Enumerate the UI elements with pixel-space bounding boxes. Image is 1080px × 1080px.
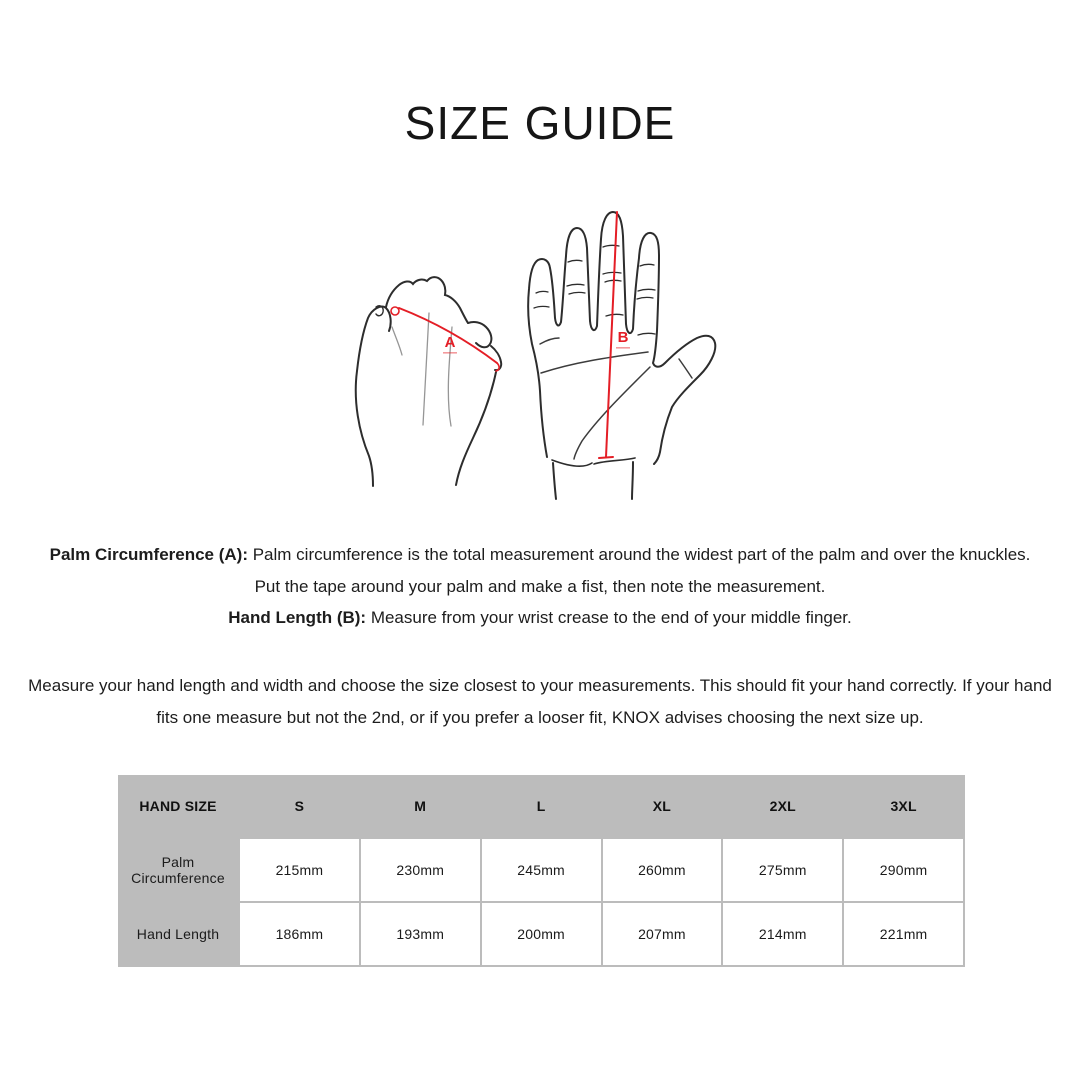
hand-measurement-diagram — [340, 195, 740, 505]
sizing-advice-line-2: fits one measure but not the 2nd, or if you prefer a looser fit, KNOX advises choosing the next size up. — [156, 707, 924, 727]
palm-forearm-left — [553, 463, 556, 499]
header-size-m: M — [361, 775, 480, 837]
measurement-b-tick — [599, 457, 613, 458]
measurement-b-underline — [616, 347, 630, 349]
palm-circumference-m: 230mm — [361, 839, 480, 901]
hand-length-term: Hand Length (B): — [228, 608, 367, 627]
row-label-hand-length: Hand Length — [118, 903, 238, 965]
palm-circumference-xl: 260mm — [603, 839, 722, 901]
palm-crease-lines — [540, 338, 692, 459]
fist-fingertip-1 — [468, 322, 491, 347]
fist-outline — [356, 307, 391, 486]
fist-knuckles — [386, 277, 468, 323]
palm-circumference-text: Palm circumference is the total measurement around the widest part of the palm and over the knuckles. — [248, 545, 1031, 564]
hand-length-definition — [0, 602, 1080, 634]
hand-length-l: 200mm — [482, 903, 601, 965]
sizing-advice — [0, 670, 1080, 733]
palm-circumference-tip: Put the tape around your palm and make a fist, then note the measurement. — [254, 576, 826, 596]
fist-right-edge — [456, 372, 496, 485]
header-hand-size: HAND SIZE — [118, 775, 238, 837]
fist-illustration — [356, 277, 501, 486]
hand-length-s: 186mm — [240, 903, 359, 965]
header-size-2xl: 2XL — [723, 775, 842, 837]
palm-illustration — [528, 212, 715, 499]
size-table — [118, 775, 965, 967]
palm-circumference-2xl: 275mm — [723, 839, 842, 901]
measurement-a-underline — [443, 352, 457, 354]
measurement-a — [391, 307, 499, 371]
hand-length-3xl: 221mm — [844, 903, 963, 965]
palm-forearm-right — [632, 462, 633, 499]
header-size-s: S — [240, 775, 359, 837]
sizing-advice-line-1: Measure your hand length and width and choose the size closest to your measurements. This should fit your hand correctly. If your hand — [28, 676, 1052, 695]
row-label-palm-circumference: Palm Circumference — [118, 839, 238, 901]
palm-wrist-crease — [552, 458, 635, 466]
fist-crease-lines — [392, 313, 452, 426]
palm-circumference-3xl: 290mm — [844, 839, 963, 901]
palm-circumference-s: 215mm — [240, 839, 359, 901]
header-size-l: L — [482, 775, 601, 837]
hand-length-text: Measure from your wrist crease to the end of your middle finger. — [366, 608, 852, 627]
measurement-a-loop — [391, 307, 399, 315]
hand-length-m: 193mm — [361, 903, 480, 965]
measurement-b-line — [606, 212, 617, 457]
measurement-instructions — [0, 539, 1080, 634]
header-size-xl: XL — [603, 775, 722, 837]
palm-circumference-term: Palm Circumference (A): — [49, 545, 248, 564]
header-size-3xl: 3XL — [844, 775, 963, 837]
measurement-a-label: A — [444, 334, 456, 351]
hand-length-2xl: 214mm — [723, 903, 842, 965]
measurement-b — [599, 212, 630, 458]
page-title: SIZE GUIDE — [404, 97, 676, 149]
hand-length-xl: 207mm — [603, 903, 722, 965]
palm-circumference-definition — [0, 539, 1080, 571]
measurement-b-label: B — [617, 329, 629, 346]
palm-circumference-l: 245mm — [482, 839, 601, 901]
